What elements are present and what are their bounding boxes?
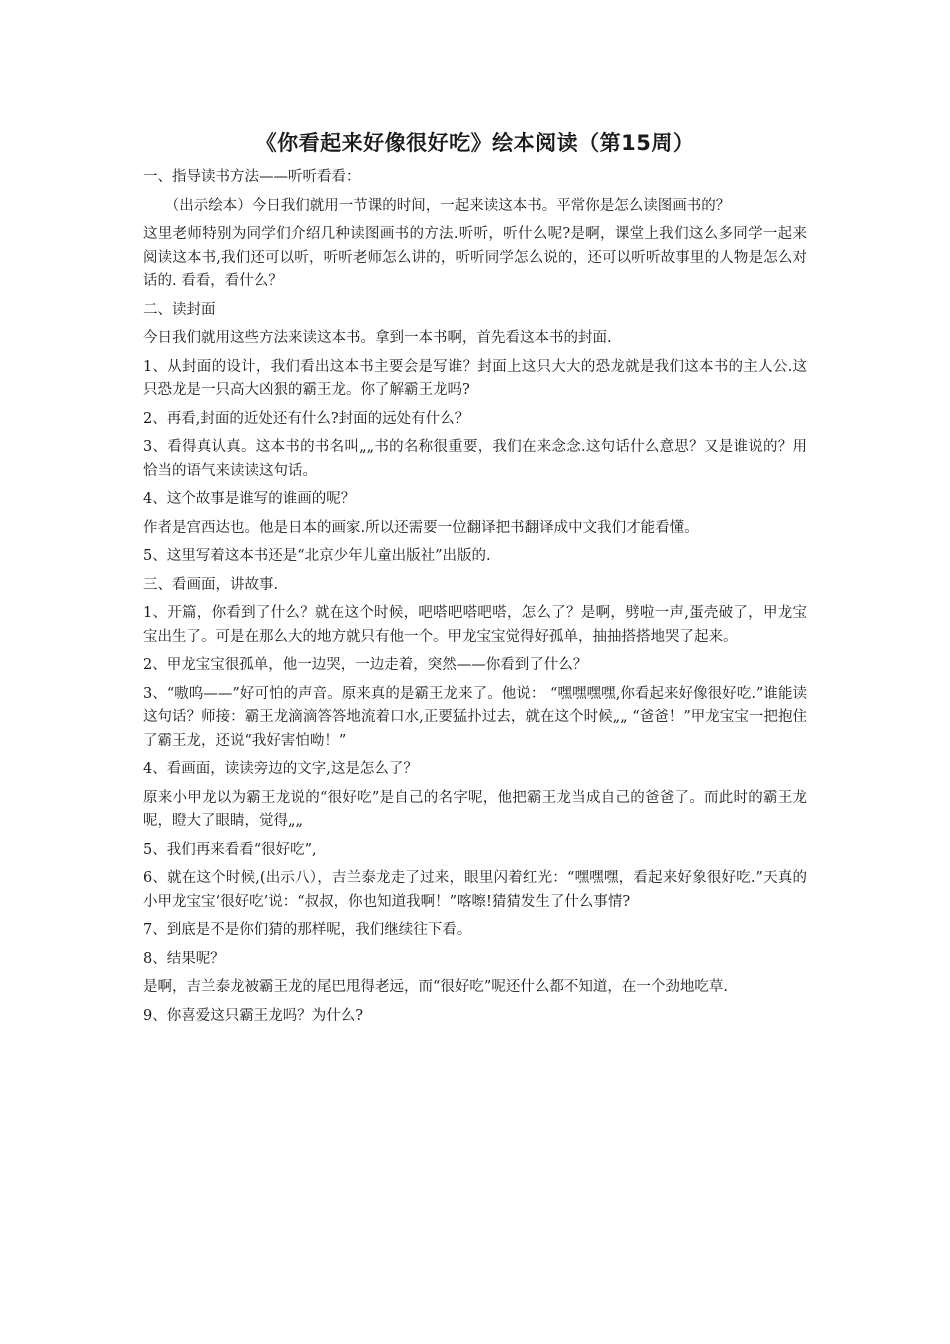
paragraph: 3、看得真认真。这本书的书名叫„„书的名称很重要，我们在来念念.这句话什么意思？又是谁说的？用恰当的语气来读读这句话。 [143,439,807,479]
paragraph: 2、再看,封面的近处还有什么?封面的远处有什么？ [143,410,470,427]
document-title: 《你看起来好像很好吃》绘本阅读（第15周） [255,131,695,155]
paragraph: 1、开篇，你看到了什么？就在这个时候，吧嗒吧嗒吧嗒，怎么了？是啊，劈啦一声,蛋壳破了，甲龙宝宝出生了。可是在那么大的地方就只有他一个。甲龙宝宝觉得好孤单，抽抽搭搭地哭了起来。 [143,605,807,645]
paragraph: 6、就在这个时候,(出示八），吉兰泰龙走了过来，眼里闪着红光：“嘿嘿嘿，看起来好象很好吃.”天真的小甲龙宝宝‘很好吃’说：“叔叔，你也知道我啊！”喀嚓!猜猜发生了什么事情? [143,870,807,910]
paragraph: 原来小甲龙以为霸王龙说的“很好吃”是自己的名字呢，他把霸王龙当成自己的爸爸了。而此时的霸王龙呢，瞪大了眼睛，觉得„„ [143,789,807,829]
paragraph: 4、这个故事是谁写的谁画的呢？ [143,491,356,507]
paragraph-section-1-heading: 一、指导读书方法——听听看看： [143,169,361,185]
paragraph: 2、甲龙宝宝很孤单，他一边哭，一边走着，突然——你看到了什么？ [143,657,588,673]
paragraph: 9、你喜爱这只霸王龙吗？为什么? [143,1007,363,1024]
paragraph: 5、这里写着这本书还是“北京少年儿童出版社”出版的. [143,548,491,564]
paragraph: 4、看画面，读读旁边的文字,这是怎么了？ [143,761,418,777]
paragraph-section-3-heading: 三、看画面，讲故事. [143,576,279,593]
paragraph: 3、“嗷呜——”好可怕的声音。原来真的是霸王龙来了。他说： “嘿嘿嘿嘿,你看起来好像很好吃.”谁能读这句话？师接：霸王龙滴滴答答地流着口水,正要猛扑过去，就在这个时候„„ “爸爸！”甲龙宝宝一把抱住了霸王龙，还说“我好害怕呦！” [143,685,807,749]
paragraph: 作者是宫西达也。他是日本的画家.所以还需要一位翻译把书翻译成中文我们才能看懂。 [143,519,699,536]
paragraph: 1、从封面的设计，我们看出这本书主要会是写谁？封面上这只大大的恐龙就是我们这本书的主人公.这只恐龙是一只高大凶狠的霸王龙。你了解霸王龙吗? [143,358,807,398]
paragraph: 这里老师特别为同学们介绍几种读图画书的方法.听听，听什么呢?是啊，课堂上我们这么多同学一起来阅读这本书,我们还可以听，听听老师怎么讲的，听听同学怎么说的，还可以听听故事里的人物是怎么对话的. 看看，看什么？ [143,226,807,289]
paragraph: 今日我们就用这些方法来读这本书。拿到一本书啊，首先看这本书的封面. [143,330,612,346]
paragraph-section-2-heading: 二、读封面 [143,301,216,318]
paragraph: 5、我们再来看看“很好吃”, [143,841,317,858]
paragraph: 是啊，吉兰泰龙被霸王龙的尾巴甩得老远，而“很好吃”呢还什么都不知道，在一个劲地吃草. [143,979,728,995]
paragraph: 7、到底是不是你们猜的那样呢，我们继续往下看。 [143,922,472,938]
paragraph: 8、结果呢？ [143,950,225,967]
paragraph: （出示绘本）今日我们就用一节课的时间，一起来读这本书。平常你是怎么读图画书的？ [164,197,731,214]
document-page [143,128,807,1033]
